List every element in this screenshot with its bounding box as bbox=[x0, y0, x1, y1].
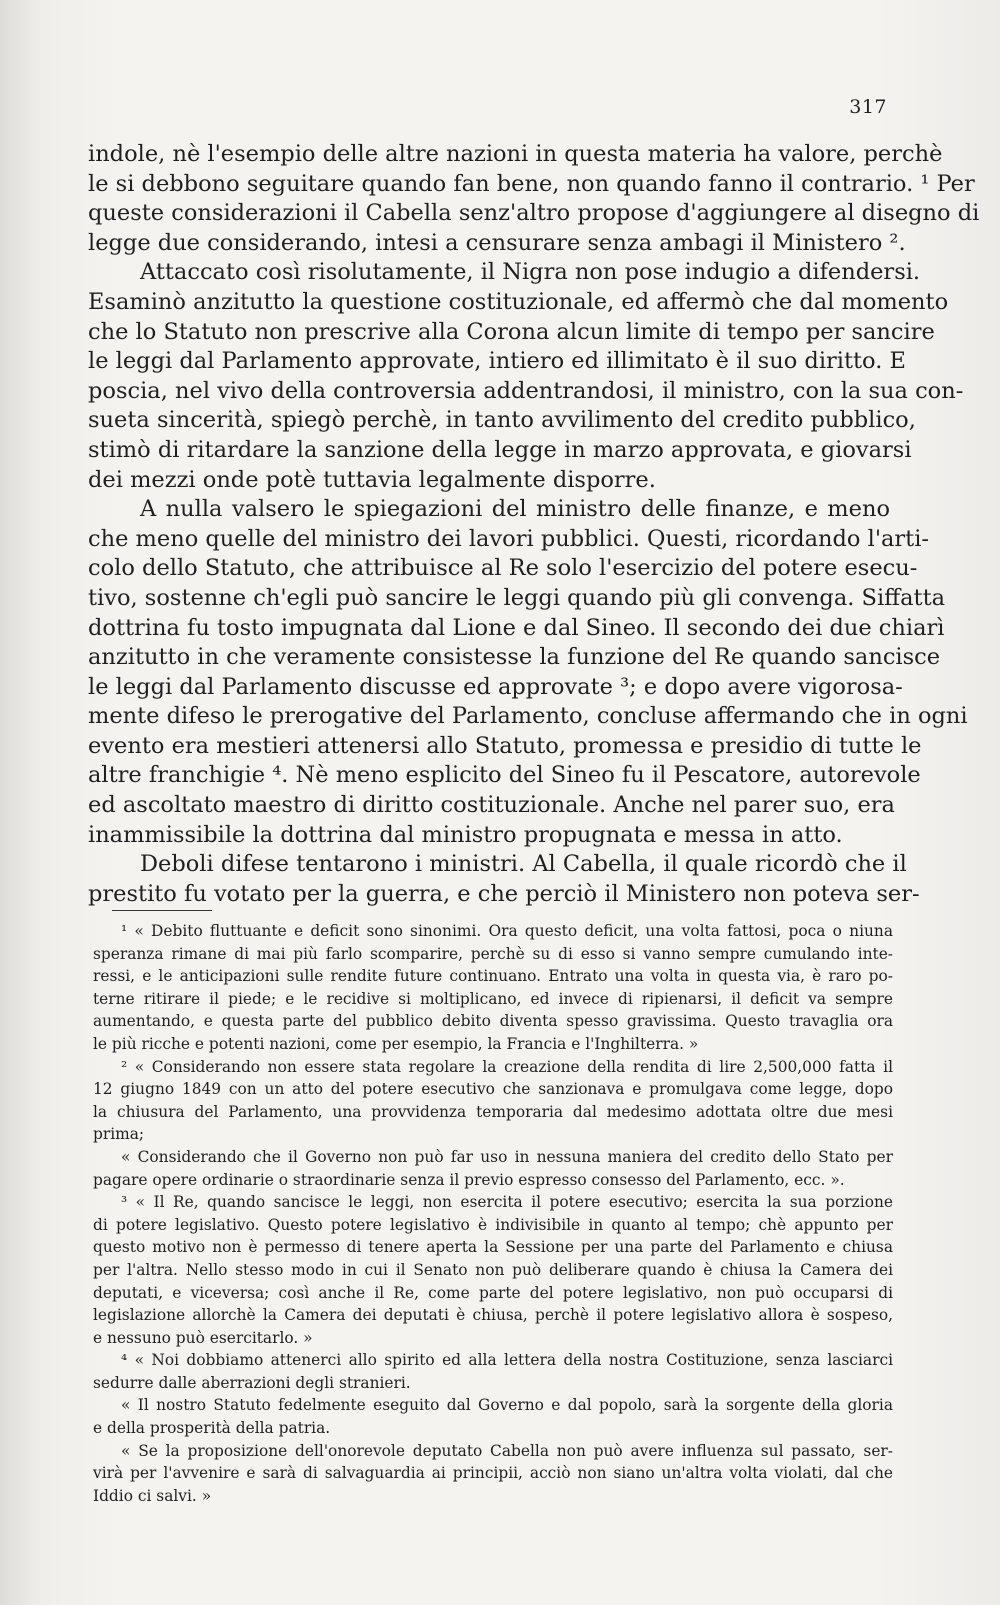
text-line: altre franchigie ⁴. Nè meno esplicito del Sineo fu il Pescatore, autorevole bbox=[88, 762, 921, 789]
footnotes bbox=[93, 920, 893, 1507]
text-line: le si debbono seguitare quando fan bene, non quando fanno il contrario. ¹ Per bbox=[88, 170, 975, 197]
text-line: prestito fu votato per la guerra, e che perciò il Ministero non poteva ser- bbox=[88, 880, 920, 907]
footnote-line: 12 giugno 1849 con un atto del potere esecutivo che sanzionava e promulgava come legge, dopo bbox=[93, 1080, 893, 1099]
text-line: anzitutto in che veramente consistesse la funzione del Re quando sancisce bbox=[88, 644, 941, 671]
footnote-line: ¹ « Debito fluttuante e deficit sono sinonimi. Ora questo deficit, una volta fattosi, poca o niuna bbox=[121, 922, 893, 940]
footnote-line: e della prosperità della patria. bbox=[93, 1419, 331, 1438]
footnote-line: ³ « Il Re, quando sancisce le leggi, non esercita il potere esecutivo; esercita la sua porzione bbox=[121, 1193, 893, 1212]
footnote-line: ressi, e le anticipazioni sulle rendite future continuano. Entrato una volta in questa via, è raro po- bbox=[93, 967, 893, 986]
footnote-line: di potere legislativo. Questo potere legislativo è indivisibile in quanto al tempo; chè appunto per bbox=[93, 1215, 893, 1234]
footnote-line: « Il nostro Statuto fedelmente eseguito dal Governo e dal popolo, sarà la sorgente della gloria bbox=[121, 1396, 893, 1415]
text-line: evento era mestieri attenersi allo Statuto, promessa e presidio di tutte le bbox=[88, 732, 922, 759]
text-line: stimò di ritardare la sanzione della legge in marzo approvata, e giovarsi bbox=[88, 436, 912, 463]
footnote-line: « Considerando che il Governo non può far uso in nessuna maniera del credito dello Stato per bbox=[121, 1147, 893, 1166]
footnote-line: le più ricche e potenti nazioni, come per esempio, la Francia e l'Inghilterra. » bbox=[93, 1034, 699, 1053]
footnote-divider bbox=[112, 910, 212, 911]
footnote-line: ⁴ « Noi dobbiamo attenerci allo spirito ed alla lettera della nostra Costituzione, senza lasciarci bbox=[121, 1351, 893, 1370]
page-number: 317 bbox=[849, 96, 887, 118]
footnote-line: virà per l'avvenire e sarà di salvaguardia ai principii, acciò non siano un'altra volta violati, dal che bbox=[93, 1464, 893, 1483]
main-text bbox=[88, 140, 980, 909]
text-line: Attaccato così risolutamente, il Nigra non pose indugio a difendersi. bbox=[140, 259, 921, 286]
text-line: Deboli difese tentarono i ministri. Al Cabella, il quale ricordò che il bbox=[140, 851, 907, 878]
text-line: poscia, nel vivo della controversia addentrandosi, il ministro, con la sua con- bbox=[88, 377, 964, 404]
footnote-line: legislazione allorchè la Camera dei deputati è chiusa, perchè il potere legislativo allora è sospeso, bbox=[93, 1306, 893, 1325]
text-line: sueta sincerità, spiegò perchè, in tanto avvilimento del credito pubblico, bbox=[88, 407, 916, 434]
text-line: legge due considerando, intesi a censurare senza ambagi il Ministero ². bbox=[88, 229, 906, 256]
footnote-line: questo motivo non è permesso di tenere aperta la Sessione per una parte del Parlamento e chiusa bbox=[93, 1238, 893, 1257]
footnote-line: ² « Considerando non essere stata regolare la creazione della rendita di lire 2,500,000 fatta il bbox=[121, 1057, 893, 1076]
text-line: le leggi dal Parlamento discusse ed approvate ³; e dopo avere vigorosa- bbox=[88, 673, 903, 700]
footnote-line: « Se la proposizione dell'onorevole deputato Cabella non può avere influenza sul passato, ser- bbox=[121, 1441, 893, 1460]
footnote-line: e nessuno può esercitarlo. » bbox=[93, 1328, 313, 1347]
footnote-line: sedurre dalle aberrazioni degli stranieri. bbox=[93, 1373, 411, 1392]
footnote-line: terne ritirare il piede; e le recidive si moltiplicano, ed invece di ripienarsi, il deficit va sempre bbox=[93, 989, 893, 1008]
footnote-line: per l'altra. Nello stesso modo in cui il Senato non può deliberare quando è chiusa la Camera dei bbox=[93, 1260, 893, 1279]
footnote-line: prima; bbox=[93, 1125, 145, 1144]
text-line: tivo, sostenne ch'egli può sancire le leggi quando più gli convenga. Siffatta bbox=[88, 584, 946, 611]
text-line: mente difeso le prerogative del Parlamento, concluse affermando che in ogni bbox=[88, 703, 968, 730]
text-line: A nulla valsero le spiegazioni del ministro delle finanze, e meno bbox=[140, 496, 890, 523]
text-line: che lo Statuto non prescrive alla Corona alcun limite di tempo per sancire bbox=[88, 318, 935, 345]
text-line: dottrina fu tosto impugnata dal Lione e dal Sineo. Il secondo dei due chiarì bbox=[88, 614, 945, 641]
footnote-line: aumentando, e questa parte del pubblico debito diventa spesso gravissima. Questo travaglia ora bbox=[93, 1012, 893, 1031]
footnote-line: pagare opere ordinarie o straordinarie senza il previo espresso consesso del Parlamento, ecc. ». bbox=[93, 1170, 845, 1189]
text-line: ed ascoltato maestro di diritto costituzionale. Anche nel parer suo, era bbox=[88, 792, 895, 819]
text-line: colo dello Statuto, che attribuisce al Re solo l'esercizio del potere esecu- bbox=[88, 555, 918, 582]
footnote-line: la chiusura del Parlamento, una provvidenza temporaria dal medesimo adottata oltre due mesi bbox=[93, 1102, 893, 1121]
text-line: inammissibile la dottrina dal ministro propugnata e messa in atto. bbox=[88, 821, 843, 848]
footnote-line: Iddio ci salvi. » bbox=[93, 1486, 212, 1505]
text-line: queste considerazioni il Cabella senz'altro propose d'aggiungere al disegno di bbox=[88, 200, 980, 227]
text-line: che meno quelle del ministro dei lavori pubblici. Questi, ricordando l'arti- bbox=[88, 525, 930, 552]
text-line: le leggi dal Parlamento approvate, intiero ed illimitato è il suo diritto. E bbox=[88, 348, 906, 375]
text-line: indole, nè l'esempio delle altre nazioni in questa materia ha valore, perchè bbox=[88, 141, 943, 167]
footnote-line: speranza rimane di mai più farlo scomparire, perchè su di esso si vanno sempre cumulando inte- bbox=[93, 944, 893, 963]
text-line: Esaminò anzitutto la questione costituzionale, ed affermò che dal momento bbox=[88, 288, 949, 315]
footnote-line: deputati, e viceversa; così anche il Re, come parte del potere legislativo, non può occuparsi di bbox=[93, 1283, 893, 1302]
text-line: dei mezzi onde potè tuttavia legalmente disporre. bbox=[88, 466, 656, 493]
